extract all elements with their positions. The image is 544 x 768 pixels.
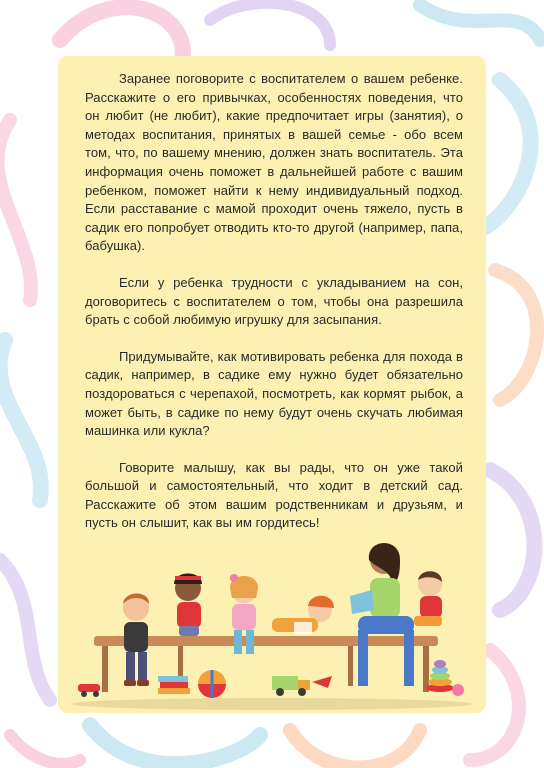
paragraph-sleep-toy: Если у ребенка трудности с укладыванием на сон, договоритесь с воспитателем о том, чтобы она разрешила брать с собой любимую игрушку для засыпания. (85, 274, 463, 328)
toy-truck-icon (272, 676, 310, 696)
toy-ball-small-icon (452, 684, 464, 696)
stacking-pyramid-icon (426, 660, 454, 692)
girl-headband-icon (174, 574, 202, 637)
content-card (58, 56, 486, 713)
paragraph-motivation: Придумывайте, как мотивировать ребенка для похода в садик, например, в садике ему нужно будет обязательно поздороваться с черепахой, посмотреть, как кормят рыбок, а может быть, в садике по нему будут очень скучать любимая машинка или кукла? (85, 348, 463, 439)
ball-icon (198, 670, 226, 698)
floor-shadow (72, 698, 472, 710)
teacher-icon (350, 543, 414, 686)
paragraph-praise: Говорите малышу, как вы рады, что он уже такой большой и самостоятельный, что ходит в детский сад. Расскажите об этом вашим родственникам и друзьям, и пусть он слышит, как вы им гордитесь! (85, 459, 463, 531)
teacher-children-illustration (58, 526, 486, 713)
paragraph-talk-to-teacher: Заранее поговорите с воспитателем о вашем ребенке. Расскажите о его привычках, особенностях поведения, что он любит (не любит), какие предпочитает игры (занятия), о методах воспитания, принятых в вашей семье - обо всем том, что, по вашему мнению, должен знать воспитатель. Эта информация очень поможет в дальнейшей работе с вашим ребенком, поможет найти к нему индивидуальный подход. Если расставание с мамой проходит очень тяжело, пусть в садик его попробует отводить кто-то другой (например, папа, бабушка). (85, 71, 463, 254)
boy-right-icon (414, 571, 442, 626)
girl-lying-icon (272, 596, 334, 634)
text-block (85, 70, 463, 551)
toy-car-left-icon (78, 684, 100, 697)
books-stack-icon (158, 676, 190, 694)
toy-plane-icon (312, 676, 332, 688)
boy-standing-icon (123, 594, 149, 687)
